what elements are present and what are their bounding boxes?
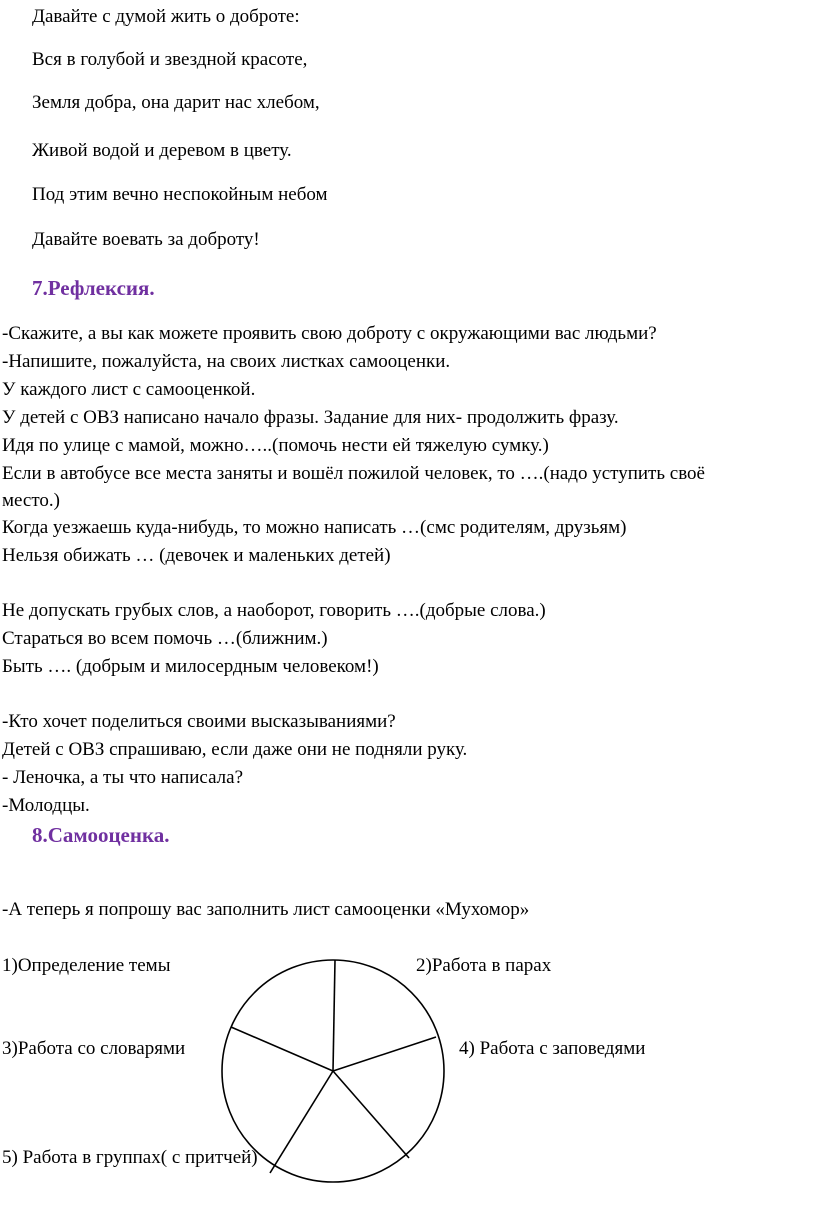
poem-line-2: Вся в голубой и звездной красоте, [32,49,308,70]
reflection-line: Если в автобусе все места заняты и вошёл пожилой человек, то ….(надо уступить своё [2,463,705,484]
poem-line-4: Живой водой и деревом в цвету. [32,140,292,161]
self-assessment-intro: -А теперь я попрошу вас заполнить лист самооценки «Мухомор» [2,899,530,920]
sector-label-3: 3)Работа со словарями [2,1038,186,1059]
self-assessment-heading: 8.Самооценка. [32,823,170,847]
reflection-line: -Кто хочет поделиться своими высказываниями? [2,711,396,732]
wheel-divider [333,960,335,1071]
reflection-line: У детей с ОВЗ написано начало фразы. Задание для них- продолжить фразу. [2,407,619,428]
reflection-line: место.) [2,490,60,511]
reflection-line: У каждого лист с самооценкой. [2,379,256,400]
wheel-divider [231,1027,333,1071]
poem-line-5: Под этим вечно неспокойным небом [32,184,328,205]
sector-label-5-clip [2,1146,260,1174]
reflection-line: Идя по улице с мамой, можно…..(помочь нести ей тяжелую сумку.) [2,435,549,456]
reflection-line: -Скажите, а вы как можете проявить свою доброту с окружающими вас людьми? [2,323,657,344]
wheel-divider [270,1071,333,1173]
poem-line-3: Земля добра, она дарит нас хлебом, [32,92,320,113]
sector-label-1: 1)Определение темы [2,955,171,976]
reflection-line: Быть …. (добрым и милосердным человеком!) [2,656,379,677]
sector-label-5: 5) Работа в группах( с притчей) [2,1147,258,1168]
reflection-line: -Молодцы. [2,795,90,816]
sector-label-2: 2)Работа в парах [416,955,552,976]
reflection-line: - Леночка, а ты что написала? [2,767,244,788]
sector-label-4: 4) Работа с заповедями [459,1038,646,1059]
reflection-line: Когда уезжаешь куда-нибудь, то можно написать …(смс родителям, друзьям) [2,517,627,538]
poem-line-6: Давайте воевать за доброту! [32,229,260,250]
reflection-line: Нельзя обижать … (девочек и маленьких детей) [2,545,391,566]
wheel-divider [333,1037,436,1071]
reflection-line: Не допускать грубых слов, а наоборот, говорить ….(добрые слова.) [2,600,546,621]
reflection-heading: 7.Рефлексия. [32,276,155,300]
reflection-line: -Напишите, пожалуйста, на своих листках самооценки. [2,351,451,372]
reflection-line: Детей с ОВЗ спрашиваю, если даже они не подняли руку. [2,739,468,760]
wheel-divider [333,1071,409,1158]
reflection-line: Стараться во всем помочь …(ближним.) [2,628,328,649]
poem-line-1: Давайте с думой жить о доброте: [32,6,300,27]
